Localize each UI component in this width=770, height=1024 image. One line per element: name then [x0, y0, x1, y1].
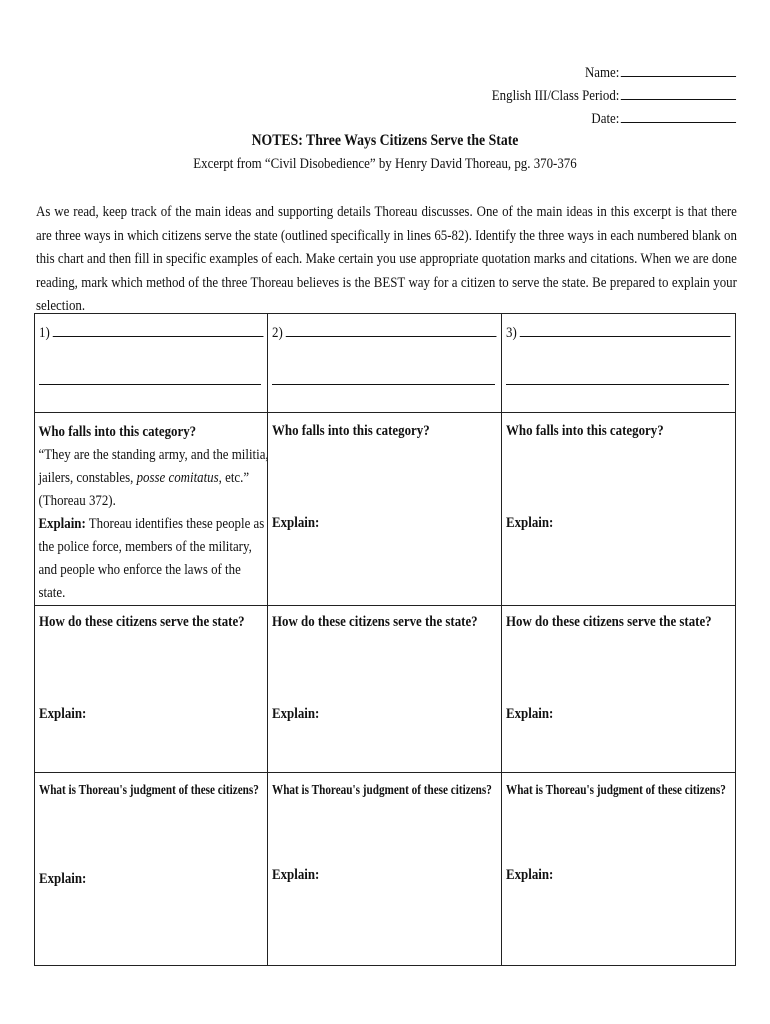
table-row: [35, 314, 736, 413]
category-cell-3[interactable]: [502, 413, 736, 606]
judgment-cell-3[interactable]: [502, 773, 736, 966]
quote-text: “They are the standing army, and the militia, jailers, constables, posse comitatus, etc.” (Thoreau 372).: [38, 447, 269, 509]
explain-label-3: Explain:: [506, 515, 554, 531]
period-label: English III/Class Period:: [491, 88, 620, 104]
way-cell-1: [35, 314, 268, 413]
way-blank-1[interactable]: [53, 322, 264, 337]
way-second-blank-3[interactable]: [506, 384, 729, 385]
name-label: Name:: [584, 65, 620, 81]
how-cell-3[interactable]: [502, 606, 736, 773]
notes-table: [34, 313, 736, 966]
way-second-blank-2[interactable]: [272, 384, 495, 385]
way-blank-3[interactable]: [520, 322, 731, 337]
explain-label-1: Explain:: [38, 516, 86, 532]
category-content-1: [35, 413, 271, 605]
date-label: Date:: [591, 111, 620, 127]
period-field: [491, 85, 736, 108]
date-blank[interactable]: [621, 108, 736, 123]
how-explain-1: Explain:: [39, 706, 87, 722]
instructions-paragraph: As we read, keep track of the main ideas and supporting details Thoreau discusses. One of the main ideas in this excerpt is that there are three ways in which citizens serve the state (outlined specifically in lines 65-82). Identify the three ways in each numbered blank on this chart and then fill in specific examples of each. Make certain you use appropriate quotation marks and citations. When we are done reading, mark which method of the three Thoreau believes is the BEST way for a citizen to serve the state. Be prepared to explain your selection.: [36, 204, 737, 314]
judgment-explain-3: Explain:: [506, 867, 554, 883]
judgment-cell-1[interactable]: [35, 773, 268, 966]
period-blank[interactable]: [621, 85, 736, 100]
name-blank[interactable]: [621, 62, 736, 77]
how-explain-3: Explain:: [506, 706, 554, 722]
how-cell-2[interactable]: [268, 606, 502, 773]
who-label-1: Who falls into this category?: [38, 424, 197, 440]
name-field: [491, 62, 736, 85]
way-number-2: 2): [272, 322, 497, 342]
way-blank-2[interactable]: [286, 322, 497, 337]
way-number-3: 3): [506, 322, 731, 342]
table-row: [35, 773, 736, 966]
judgment-label-2: What is Thoreau's judgment of these citizens?: [272, 783, 492, 798]
judgment-label-3: What is Thoreau's judgment of these citizens?: [506, 783, 726, 798]
how-cell-1[interactable]: [35, 606, 268, 773]
judgment-explain-2: Explain:: [272, 867, 320, 883]
judgment-explain-1: Explain:: [39, 871, 87, 887]
header-fields: [491, 62, 736, 131]
who-label-2: Who falls into this category?: [272, 423, 430, 439]
table-row: [35, 606, 736, 773]
page-title: NOTES: Three Ways Citizens Serve the State: [251, 132, 519, 149]
way-number-1: 1): [39, 322, 264, 342]
explain-text-1: Thoreau identifies these people as the police force, members of the military, and people who enforce the laws of the state.: [38, 516, 265, 601]
judgment-cell-2[interactable]: [268, 773, 502, 966]
way-second-blank-1[interactable]: [39, 384, 261, 385]
way-cell-3: [502, 314, 736, 413]
who-label-3: Who falls into this category?: [506, 423, 664, 439]
table-row: [35, 413, 736, 606]
category-cell-1[interactable]: [35, 413, 268, 606]
how-label-3: How do these citizens serve the state?: [506, 614, 712, 630]
page-subtitle: Excerpt from “Civil Disobedience” by Henry David Thoreau, pg. 370-376: [193, 156, 577, 172]
how-label-2: How do these citizens serve the state?: [272, 614, 478, 630]
judgment-label-1: What is Thoreau's judgment of these citizens?: [39, 783, 259, 798]
date-field: [491, 108, 736, 131]
how-label-1: How do these citizens serve the state?: [39, 614, 245, 630]
explain-label-2: Explain:: [272, 515, 320, 531]
category-cell-2[interactable]: [268, 413, 502, 606]
how-explain-2: Explain:: [272, 706, 320, 722]
way-cell-2: [268, 314, 502, 413]
